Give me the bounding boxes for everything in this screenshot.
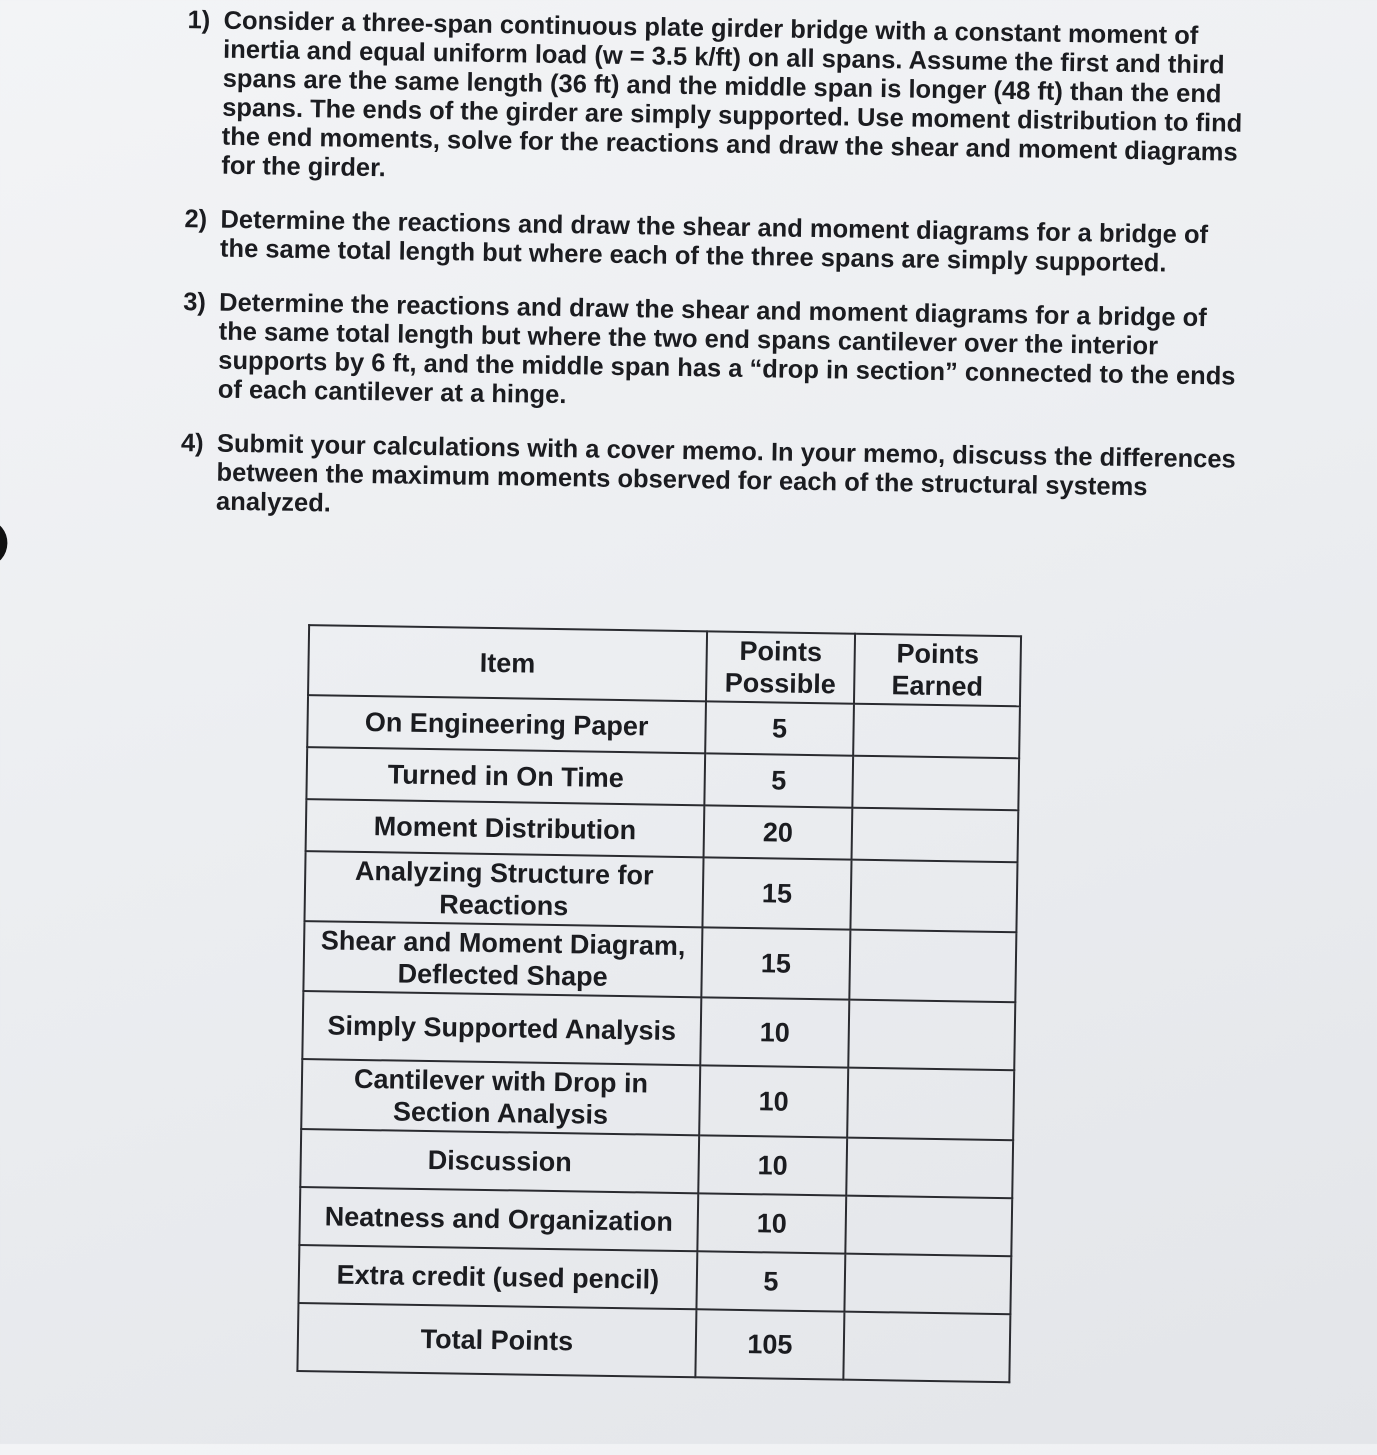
points-possible: 15: [701, 927, 850, 999]
rubric-item: Extra credit (used pencil): [298, 1245, 697, 1309]
rubric-item: Turned in On Time: [306, 747, 705, 805]
points-earned: [853, 704, 1020, 759]
points-possible: 10: [698, 1135, 847, 1195]
rubric-item: Cantilever with Drop in Section Analysis: [301, 1059, 700, 1135]
rubric-item: Total Points: [297, 1303, 696, 1377]
points-earned: [845, 1196, 1012, 1257]
question-number: 2): [184, 205, 208, 234]
question-4: [162, 429, 1248, 533]
points-possible: 15: [702, 857, 851, 929]
table-header-row: [308, 625, 1021, 706]
question-list: [161, 6, 1254, 558]
question-2: [166, 205, 1252, 280]
points-earned: [852, 756, 1019, 811]
points-earned: [843, 1312, 1010, 1383]
question-text: Determine the reactions and draw the shear and moment diagrams for a bridge of the same total length but where each of the three spans are simply supported.: [219, 205, 1209, 278]
points-possible: 5: [704, 753, 853, 807]
question-3: [164, 288, 1251, 421]
rubric-item: Neatness and Organization: [299, 1187, 698, 1251]
rubric-item: Discussion: [300, 1129, 699, 1193]
table-row: [301, 1059, 1014, 1140]
rubric-item: Simply Supported Analysis: [302, 991, 701, 1065]
points-possible: 20: [704, 805, 853, 859]
binder-hole: [0, 521, 8, 566]
points-earned: [850, 860, 1017, 933]
header-points-earned: Points Earned: [854, 634, 1021, 707]
points-possible: 10: [697, 1193, 846, 1253]
points-earned: [852, 808, 1019, 863]
points-earned: [848, 1000, 1015, 1071]
points-earned: [844, 1254, 1011, 1315]
question-number: 1): [187, 6, 211, 35]
points-possible: 5: [705, 701, 854, 755]
rubric-item: Shear and Moment Diagram, Deflected Shape: [303, 921, 702, 997]
points-possible: 10: [699, 1065, 848, 1137]
rubric-item: Analyzing Structure for Reactions: [304, 851, 703, 927]
question-number: 4): [180, 429, 204, 458]
table-row: [303, 921, 1016, 1002]
points-earned: [847, 1068, 1014, 1141]
points-earned: [849, 930, 1016, 1003]
header-item: Item: [308, 625, 707, 701]
question-text: Submit your calculations with a cover memo. In your memo, discuss the differences between the maximum moments observed for each of the structural systems analyzed.: [215, 429, 1236, 518]
question-1: [167, 6, 1255, 197]
table-row: [302, 991, 1015, 1070]
header-points-possible: Points Possible: [706, 631, 855, 703]
question-text: Determine the reactions and draw the shear and moment diagrams for a bridge of the same total length but where the two end spans cantilever over the interior supports by 6 ft, and the middle span has a “drop in section” connected to the ends of each cantilever at a hinge.: [217, 288, 1236, 410]
points-possible: 5: [696, 1251, 845, 1311]
table-row-total: [297, 1303, 1010, 1382]
question-text: Consider a three-span continuous plate girder bridge with a constant moment of inertia and equal uniform load (w = 3.5 k/ft) on all spans. Assume the first and third spans are the same length (36 ft) and the middle span is longer (48 ft) than the end spans. The ends of the girder are simply supported. Use moment distribution to find the end moments, solve for the reactions and draw the shear and moment diagrams for the girder.: [221, 6, 1243, 183]
points-possible: 105: [695, 1309, 844, 1379]
question-number: 3): [182, 288, 207, 317]
grading-rubric-table: [296, 624, 1022, 1383]
points-possible: 10: [700, 997, 849, 1067]
table-row: [304, 851, 1017, 932]
points-earned: [846, 1138, 1013, 1199]
rubric-item: On Engineering Paper: [307, 695, 706, 753]
rubric-item: Moment Distribution: [306, 799, 705, 857]
